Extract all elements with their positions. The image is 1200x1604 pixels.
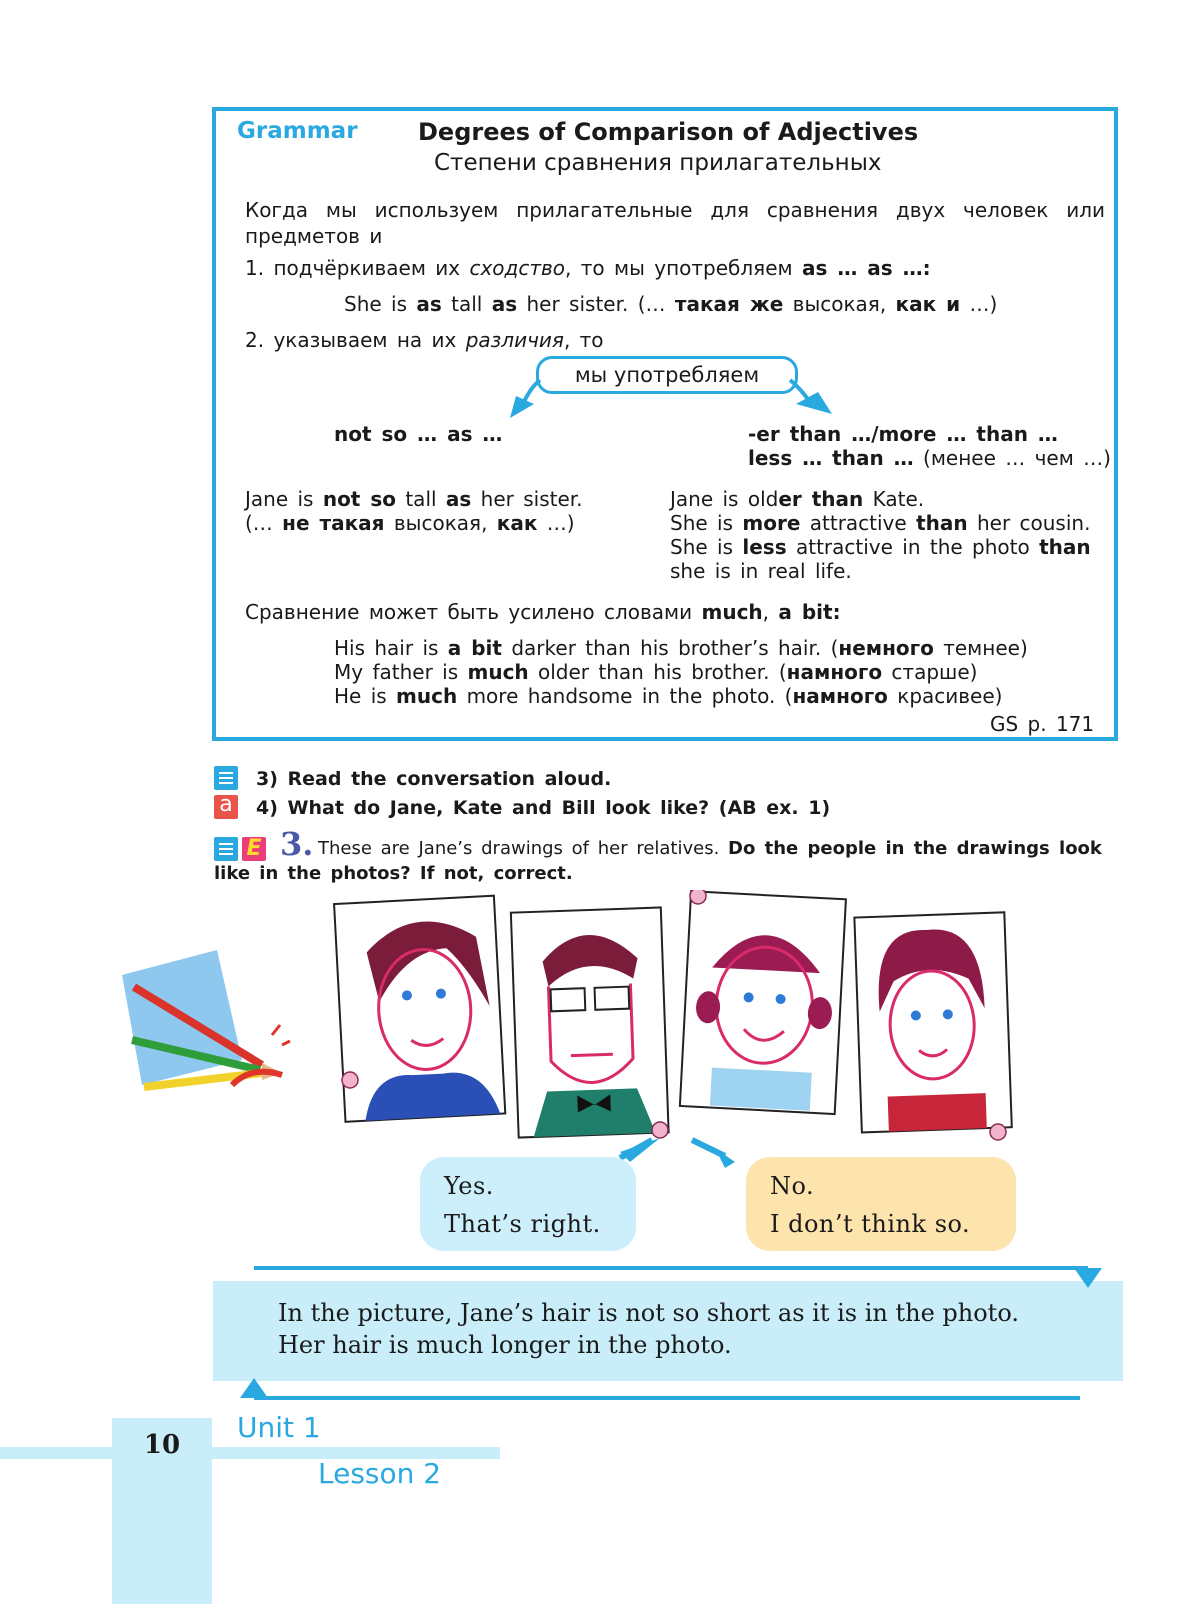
uses-pill: мы употребляем: [536, 356, 798, 394]
portrait-bill: [511, 907, 669, 1137]
point-2: 2. указываем на их различия, то: [245, 328, 604, 352]
relatives-drawings: [330, 890, 1050, 1170]
yes-bubble: [420, 1157, 636, 1251]
intro-line-1: Когда мы используем прилагательные для сравнения двух человек или: [245, 198, 1105, 222]
portrait-jane: [334, 896, 505, 1122]
form-less-than: less … than … (менее … чем …): [748, 446, 1111, 470]
exercise-3-instruction: These are Jane’s drawings of her relatives. Do the people in the drawings look: [318, 838, 1102, 859]
workbook-icon: a: [214, 795, 238, 819]
right-example-line-4: she is in real life.: [670, 559, 852, 583]
much-example-2: My father is much older than his brother. (намного старше): [334, 660, 978, 684]
example-text: [278, 1297, 1019, 1361]
no-bubble: [746, 1157, 1016, 1251]
intensify-note: Сравнение может быть усилено словами much, a bit:: [245, 600, 841, 624]
example-line-1: In the picture, Jane’s hair is not so short as it is in the photo.: [278, 1299, 1019, 1327]
no-line-2: I don’t think so.: [770, 1210, 971, 1238]
list-icon: [214, 837, 238, 861]
exercise-4-look: 4) What do Jane, Kate and Bill look like? (AB ex. 1): [256, 797, 831, 819]
lesson-label: Lesson 2: [318, 1457, 442, 1490]
portrait-cousin: [854, 912, 1011, 1132]
much-example-1: His hair is a bit darker than his brother’s hair. (немного темнее): [334, 636, 1028, 660]
right-example-line-3: She is less attractive in the photo than: [670, 535, 1091, 559]
unit-label: Unit 1: [237, 1411, 321, 1444]
right-example-line-1: Jane is older than Kate.: [670, 487, 925, 511]
exercise-3-read: 3) Read the conversation aloud.: [256, 768, 612, 790]
intro-line-2: предметов и: [245, 224, 383, 248]
example-as-as: She is as tall as her sister. (… такая же высокая, как и …): [344, 292, 998, 316]
grammar-subtitle: Степени сравнения прилагательных: [434, 150, 882, 176]
portrait-kate: [680, 891, 846, 1114]
right-example-line-2: She is more attractive than her cousin.: [670, 511, 1091, 535]
form-not-so-as: not so … as …: [334, 422, 503, 446]
pencils-illustration: [112, 945, 292, 1105]
page-number: 10: [143, 1430, 181, 1460]
left-example-line-2: (… не такая высокая, как …): [245, 511, 575, 535]
grammar-label: Grammar: [237, 118, 358, 144]
much-example-3: He is much more handsome in the photo. (намного красивее): [334, 684, 1003, 708]
point-1: 1. подчёркиваем их сходство, то мы употребляем as … as …:: [245, 256, 931, 280]
example-line-2: Her hair is much longer in the photo.: [278, 1331, 732, 1359]
grammar-reference: GS p. 171: [990, 712, 1095, 736]
list-icon: [214, 766, 238, 790]
speaking-icon: E: [242, 837, 266, 861]
form-er-than: -er than …/more … than …: [748, 422, 1058, 446]
exercise-number: 3.: [280, 825, 314, 863]
exercise-3-instruction-2: like in the photos? If not, correct.: [214, 863, 573, 884]
branch-arrows: [500, 370, 850, 430]
yes-line-1: Yes.: [444, 1172, 494, 1200]
grammar-title: Degrees of Comparison of Adjectives: [418, 118, 919, 146]
yes-line-2: That’s right.: [444, 1210, 601, 1238]
no-line-1: No.: [770, 1172, 815, 1200]
left-example-line-1: Jane is not so tall as her sister.: [245, 487, 583, 511]
